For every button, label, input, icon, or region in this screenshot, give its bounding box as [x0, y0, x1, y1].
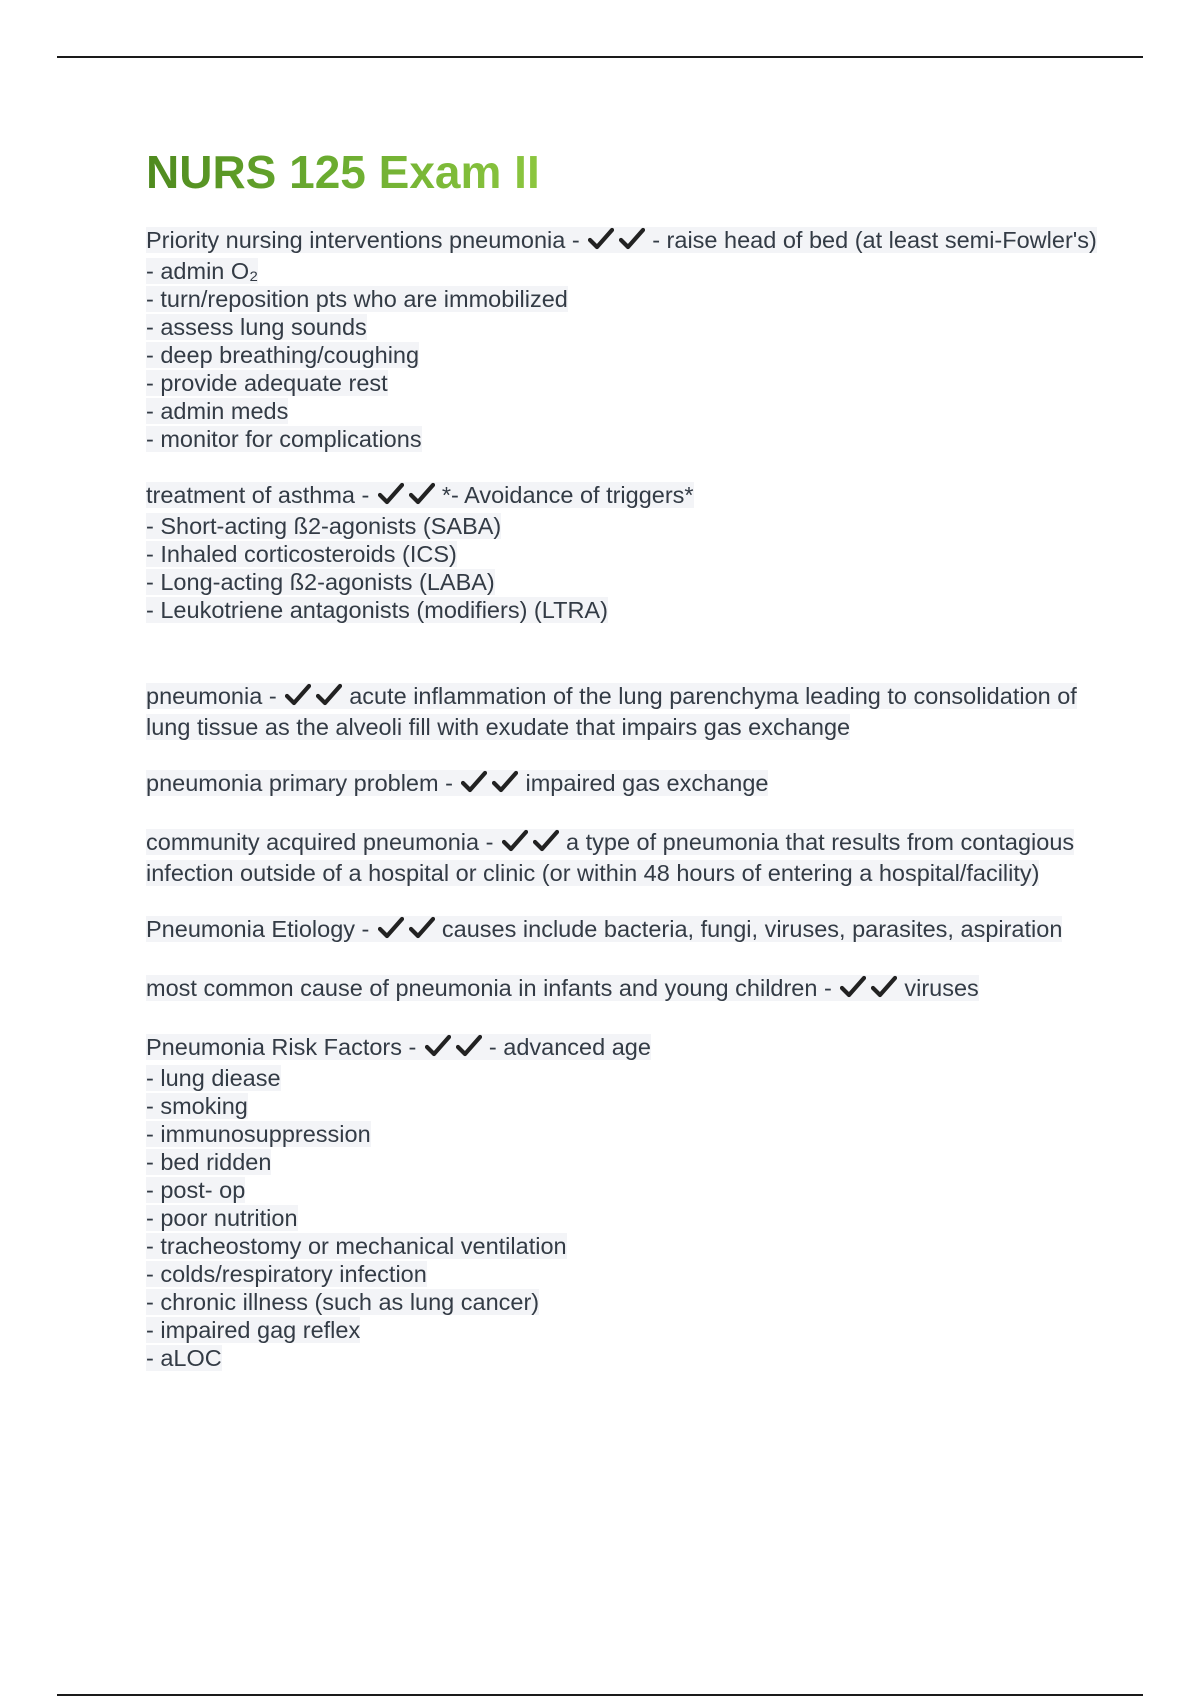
checkmark-icon	[409, 482, 435, 506]
flashcard-first-line	[146, 915, 1106, 946]
highlighted-text	[146, 975, 979, 1001]
flashcard	[146, 828, 1106, 887]
double-checkmark-icon	[461, 770, 523, 800]
flashcard-list	[146, 226, 1106, 1372]
flashcard-answer-line: - Long-acting ß2-agonists (LABA)	[146, 569, 495, 595]
flashcard-answer-line: - Inhaled corticosteroids (ICS)	[146, 541, 457, 567]
flashcard	[146, 769, 1106, 800]
flashcard-answer-row	[146, 257, 1106, 285]
flashcard-answer-line: - smoking	[146, 1093, 248, 1119]
flashcard-answer-line: - deep breathing/coughing	[146, 342, 420, 368]
flashcard-answer-row	[146, 1148, 1106, 1176]
flashcard-answer-line: - monitor for complications	[146, 426, 422, 452]
flashcard-term: Pneumonia Risk Factors	[146, 1034, 402, 1060]
flashcard-answer-row	[146, 397, 1106, 425]
flashcard-answer-row	[146, 1288, 1106, 1316]
flashcard	[146, 1033, 1106, 1372]
checkmark-icon	[492, 770, 518, 794]
flashcard-answer-line: - tracheostomy or mechanical ventilation	[146, 1233, 567, 1259]
bottom-divider	[57, 1694, 1143, 1696]
flashcard-answer-row	[146, 369, 1106, 397]
flashcard	[146, 226, 1106, 453]
flashcard-answer-row	[146, 512, 1106, 540]
flashcard-answer-line: - lung diease	[146, 1065, 281, 1091]
term-separator: -	[355, 482, 376, 508]
flashcard-answer-row	[146, 540, 1106, 568]
double-checkmark-icon	[285, 683, 347, 713]
flashcard-answer-line: causes include bacteria, fungi, viruses, parasites, aspiration	[441, 916, 1063, 942]
checkmark-icon	[461, 770, 487, 794]
flashcard-answer-row	[146, 1260, 1106, 1288]
flashcard-answer-row	[146, 1316, 1106, 1344]
flashcard-answer-line: - raise head of bed (at least semi-Fowler's)	[652, 227, 1097, 253]
top-divider	[57, 56, 1143, 58]
flashcard-answer-line: - assess lung sounds	[146, 314, 367, 340]
flashcard-answer-row	[146, 313, 1106, 341]
term-separator: -	[262, 683, 284, 709]
checkmark-icon	[425, 1034, 451, 1058]
double-checkmark-icon	[502, 829, 564, 859]
flashcard-first-line	[146, 974, 1106, 1005]
flashcard	[146, 915, 1106, 946]
checkmark-icon	[378, 482, 404, 506]
flashcard-answer-row	[146, 596, 1106, 624]
checkmark-icon	[409, 916, 435, 940]
checkmark-icon	[840, 975, 866, 999]
double-checkmark-icon	[425, 1034, 487, 1064]
checkmark-icon	[588, 227, 614, 251]
flashcard-answer-line: - aLOC	[146, 1345, 222, 1371]
flashcard-answer-line: - Short-acting ß2-agonists (SABA)	[146, 513, 502, 539]
double-checkmark-icon	[840, 975, 902, 1005]
flashcard-answer-row	[146, 568, 1106, 596]
flashcard	[146, 682, 1106, 741]
checkmark-icon	[285, 683, 311, 707]
flashcard-answer-row	[146, 1120, 1106, 1148]
flashcard-answer-row	[146, 1344, 1106, 1372]
flashcard-answer-line: - turn/reposition pts who are immobilized	[146, 286, 568, 312]
flashcard-first-line	[146, 226, 1106, 257]
document-body	[146, 142, 1106, 1372]
flashcard-answer-row	[146, 1176, 1106, 1204]
flashcard-answer-line: - colds/respiratory infection	[146, 1261, 427, 1287]
flashcard-term: pneumonia primary problem	[146, 770, 439, 796]
flashcard-answer-line: a type of pneumonia that results from contagious infection outside of a hospital or clinic (or within 48 hours of entering a hospital/facility)	[146, 829, 1075, 886]
page-title: NURS 125 Exam II	[146, 142, 540, 202]
flashcard	[146, 974, 1106, 1005]
highlighted-text	[146, 482, 694, 508]
flashcard-answer-row	[146, 1064, 1106, 1092]
checkmark-icon	[378, 916, 404, 940]
flashcard-term: community acquired pneumonia	[146, 829, 480, 855]
double-checkmark-icon	[378, 482, 440, 512]
term-separator: -	[565, 227, 587, 253]
highlighted-text	[146, 227, 1097, 253]
term-separator: -	[355, 916, 376, 942]
double-checkmark-icon	[378, 916, 440, 946]
checkmark-icon	[316, 683, 342, 707]
flashcard-term: Pneumonia Etiology	[146, 916, 356, 942]
flashcard-answer-line: *- Avoidance of triggers*	[441, 482, 694, 508]
checkmark-icon	[871, 975, 897, 999]
highlighted-text	[146, 770, 768, 796]
flashcard-answer-line: acute inflammation of the lung parenchyma leading to consolidation of lung tissue as the alveoli fill with exudate that impairs gas exchange	[146, 683, 1077, 740]
flashcard-answer-row	[146, 1092, 1106, 1120]
highlighted-text	[146, 916, 1062, 942]
flashcard-answer-row	[146, 1204, 1106, 1232]
flashcard-answer-line: - provide adequate rest	[146, 370, 388, 396]
flashcard-answer-row	[146, 285, 1106, 313]
flashcard-answer-line: - chronic illness (such as lung cancer)	[146, 1289, 540, 1315]
flashcard-term: treatment of asthma	[146, 482, 355, 508]
term-separator: -	[479, 829, 500, 855]
flashcard-answer-line: impaired gas exchange	[525, 770, 769, 796]
flashcard-answer-line: - impaired gag reflex	[146, 1317, 361, 1343]
term-separator: -	[817, 975, 839, 1001]
checkmark-icon	[533, 829, 559, 853]
flashcard-first-line	[146, 1033, 1106, 1064]
flashcard-first-line	[146, 769, 1106, 800]
flashcard-term: Priority nursing interventions pneumonia	[146, 227, 566, 253]
double-checkmark-icon	[588, 227, 650, 257]
flashcard-first-line	[146, 682, 1106, 741]
flashcard-answer-line: - admin meds	[146, 398, 289, 424]
highlighted-text	[146, 683, 1077, 740]
flashcard-answer-row	[146, 341, 1106, 369]
checkmark-icon	[619, 227, 645, 251]
flashcard-answer-line: - post- op	[146, 1177, 246, 1203]
checkmark-icon	[502, 829, 528, 853]
highlighted-text	[146, 1034, 651, 1060]
flashcard-answer-line: - admin O₂	[146, 258, 259, 284]
term-separator: -	[438, 770, 460, 796]
flashcard-answer-line: - advanced age	[488, 1034, 651, 1060]
flashcard-answer-line: - bed ridden	[146, 1149, 272, 1175]
flashcard-answer-row	[146, 1232, 1106, 1260]
flashcard-first-line	[146, 828, 1106, 887]
flashcard-term: pneumonia	[146, 683, 263, 709]
flashcard-answer-line: - poor nutrition	[146, 1205, 298, 1231]
flashcard-first-line	[146, 481, 1106, 512]
flashcard-term: most common cause of pneumonia in infants and young children	[146, 975, 818, 1001]
flashcard-answer-line: viruses	[904, 975, 979, 1001]
flashcard-answer-line: - immunosuppression	[146, 1121, 371, 1147]
term-separator: -	[402, 1034, 423, 1060]
flashcard-answer-line: - Leukotriene antagonists (modifiers) (LTRA)	[146, 597, 608, 623]
flashcard-answer-row	[146, 425, 1106, 453]
highlighted-text	[146, 829, 1074, 886]
checkmark-icon	[456, 1034, 482, 1058]
flashcard	[146, 481, 1106, 624]
